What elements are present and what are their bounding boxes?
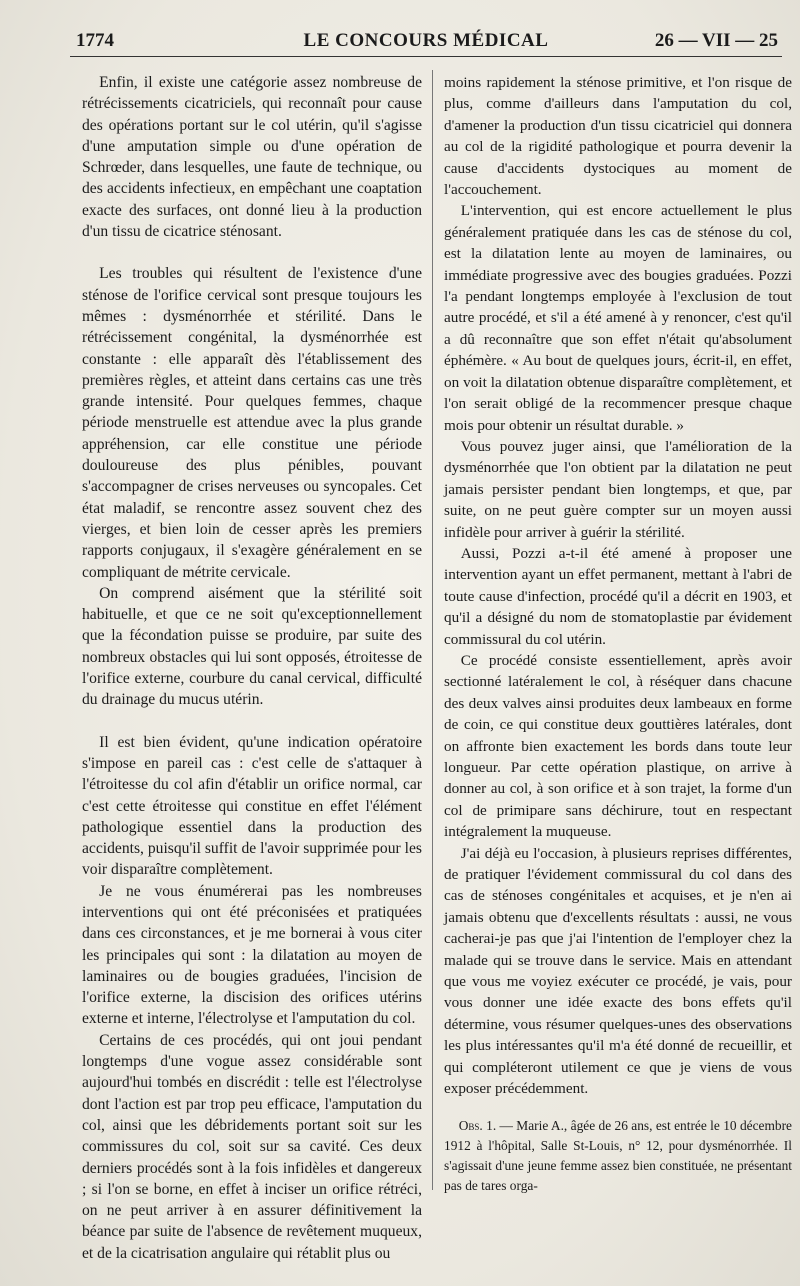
observation-note (444, 1116, 792, 1196)
observation-text: — Marie A., âgée de 26 ans, est entrée le 10 décembre 1912 à l'hôpital, Salle St-Louis, n° 12, pour dysménorrhée. Il s'agissait d'une jeune femme assez bien constituée, ne présentant pas de tares orga- (444, 1117, 792, 1193)
paragraph: Enfin, il existe une catégorie assez nombreuse de rétrécissements cicatriciels, qui reconnaît pour cause des opérations portant sur le col utérin, qu'il s'agisse d'une amputation simple ou d'une opération de Schrœder, dans lesquelles, une faute de technique, ou des accidents infectieux, en empêchant une coaptation exacte des surfaces, ont donné lieu à la production d'un tissu de cicatrice sténosant. (82, 74, 422, 241)
paragraph: Vous pouvez juger ainsi, que l'amélioration de la dysménorrhée que l'on obtient par la dilatation ne peut jamais persister pendant bien longtemps, et que, par suite, on ne peut guère compter sur un moyen aussi infidèle pour arriver à guérir la stérilité. (444, 437, 792, 541)
paragraph: Certains de ces procédés, qui ont joui pendant longtemps d'une vogue assez considérable sont aujourd'hui tombés en discrédit : telle est l'électrolyse dont l'action est par trop peu efficace, l'amputation du col, ainsi que les débridements portant soit sur les commissures du col, soit sur sa cavité. Ces deux derniers procédés sont à la fois infidèles et dangereux ; si l'on se borne, en effet à inciser un orifice rétréci, on ne peut arriver à en assurer définitivement la béance par suite de l'absence de revêtement muqueux, et de la cicatrisation angulaire qui rétablit plus ou (82, 1031, 422, 1262)
paragraph: Il est bien évident, qu'une indication opératoire s'impose en pareil cas : c'est celle de s'attaquer à l'étroitesse du col afin d'établir un orifice normal, car c'est cette étroitesse qui constitue en effet l'élément pathologique essentiel dans la production des accidents, puisqu'il suffit de l'avoir supprimée pour les voir disparaître complètement. (82, 733, 422, 879)
paragraph: moins rapidement la sténose primitive, et l'on risque de plus, comme d'ailleurs dans l'amputation du col, d'amener la production d'un tissu cicatriciel qui donnera au col de la rigidité pathologique et pourra devenir la cause d'accidents dystociques au moment de l'accouchement. (444, 74, 792, 199)
paragraph: Je ne vous énumérerai pas les nombreuses interventions qui ont été préconisées et pratiquées dans ces circonstances, et je me bornerai à vous citer les principales qui sont : la dilatation au moyen de laminaires ou de bougies graduées, l'incision de l'orifice externe, la discision des orifices utérins externe et interne, l'électrolyse et l'amputation du col. (82, 882, 422, 1028)
paragraph: L'intervention, qui est encore actuellement le plus généralement pratiquée dans les cas de sténose du col, est la dilatation lente au moyen de laminaires, ou immédiate progressive avec des bougies graduées. Pozzi l'a pendant longtemps employée à l'exclusion de tout autre procédé, et s'il a été amené à y renoncer, c'est qu'il a dû reconnaître que son effet n'était qu'absolument éphémère. « Au bout de quelques jours, écrit-il, en effet, on voit la dilatation obtenue disparaître complètement, et l'on serait obligé de la recommencer presque chaque mois pour obtenir un résultat durable. » (444, 202, 792, 434)
issue-date: 26 — VII — 25 (654, 30, 778, 51)
paragraph: J'ai déjà eu l'occasion, à plusieurs reprises différentes, de pratiquer l'évidement commissural du col dans des cas de sténoses congénitales et acquises, et je n'en ai jamais obtenu que d'excellents résultats : aussi, ne vous cacherai-je pas que j'ai l'intention de l'employer chez la malade qui se trouve dans le service. Mais en attendant que vous me voyiez exécuter ce procédé, je vais, pour vous donner une idée exacte des bons effets qu'il détermine, vous résumer quelques-unes des observations les plus intéressantes qu'il m'a été donné de recueillir, et qui compléteront utilement ce que je viens de vous exposer précédemment. (444, 844, 792, 1098)
left-column (82, 72, 422, 1264)
paragraph: Les troubles qui résultent de l'existence d'une sténose de l'orifice cervical sont presque toujours les mêmes : dysménorrhée et stérilité. Dans le rétrécissement congénital, la dysménorrhée est constante : elle apparaît dès l'établissement des premières règles, et atteint dans certains cas une très grande intensité. Pour quelques femmes, chaque période menstruelle est attendue avec la plus grande appréhension, car elle constitue une période douloureuse des plus pénibles, pouvant s'accompagner de crises nerveuses ou syncopales. Cet état maladif, se rencontre assez souvent chez des vierges, et bien loin de cesser après les premiers rapports conjugaux, il s'exagère généralement en se compliquant de métrite cervicale. (82, 265, 422, 581)
journal-title: LE CONCOURS MÉDICAL (303, 30, 549, 51)
observation-label: Obs. 1. (458, 1117, 497, 1133)
paragraph: Aussi, Pozzi a-t-il été amené à proposer une intervention ayant un effet permanent, mettant à l'abri de toute cause d'infection, procédé qu'il a décrit en 1903, et qu'il a désigné du nom de stomatoplastie par évidement commissural du col utérin. (444, 544, 792, 648)
column-divider (432, 70, 433, 1190)
paragraph: On comprend aisément que la stérilité soit habituelle, et que ce ne soit qu'exceptionnellement que la fécondation puisse se produire, par suite des nombreux obstacles qui lui sont opposés, étroitesse de l'orifice externe, courbure du canal cervical, difficulté du drainage du mucus utérin. (82, 584, 422, 709)
page-number: 1774 (76, 30, 114, 51)
paragraph: Ce procédé consiste essentiellement, après avoir sectionné latéralement le col, à réséquer dans chacune des deux valves ainsi produites deux lambeaux en forme de coin, ce qui constitue deux gouttières latérales, dont on affronte bien exactement les bords dans toute leur longueur. Par cette opération plastique, on arrive à donner au col, à son orifice et à son trajet, la forme d'un col de primipare sans déchirure, tout en respectant intégralement la muqueuse. (444, 651, 792, 841)
running-header (70, 22, 782, 57)
right-column (444, 72, 792, 1196)
